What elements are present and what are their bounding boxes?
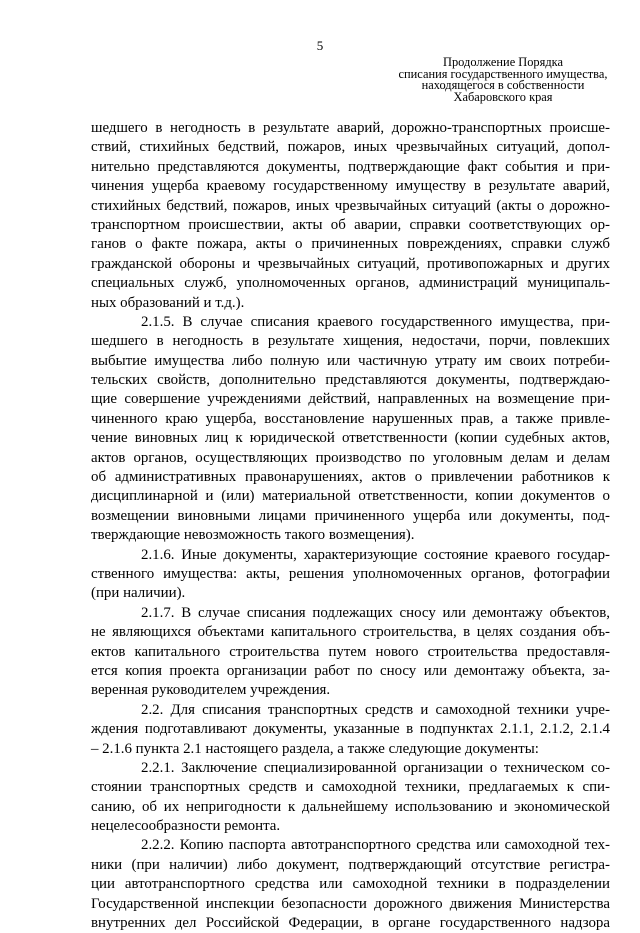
page-number: 5 [316,38,324,53]
text-line: Государственной инспекции безопасности дорожного движения Министерства [91,895,610,912]
text-line: шедшего в негодность в результате аварий, дорожно-транспортных происше- [91,120,610,136]
text-line: гражданской обороны и чрезвычайных ситуаций, противопожарных и других [91,255,610,272]
paragraph-start-line: 2.2.1. Заключение специализированной организации о техническом со- [141,759,610,776]
text-line: внутренних дел Российской Федерации, в органе государственного надзора [91,915,610,932]
text-line: санию, об их непригодности к дальнейшему использованию и экономической [91,798,610,815]
paragraph-start-line: 2.1.5. В случае списания краевого государственного имущества, при- [141,313,610,330]
text-line: ждения подготавливают документы, указанные в подпунктах 2.1.1, 2.1.2, 2.1.4 [91,721,610,738]
text-line: стихийных бедствий, пожаров, иных чрезвычайных ситуаций (акты о дорожно- [91,197,610,214]
header-note [396,57,610,103]
text-line: чиненного краю ущерба, восстановление нарушенных прав, а также привле- [91,410,610,427]
text-line: не являющихся объектами капитального строительства, в целях создания объ- [91,624,610,641]
text-line: ции автотранспортного средства или самоходной техники в подразделении [91,876,610,893]
text-line: ственного имущества: акты, решения уполномоченных органов, фотографии [91,565,610,582]
text-line: выбытие имущества либо полную или частичную утрату им своих потреби- [91,352,610,369]
header-note-line: Хабаровского края [453,89,553,104]
text-line: – 2.1.6 пункта 2.1 настоящего раздела, а также следующие документы: [91,740,539,757]
text-line: шедшего в негодность в результате хищения, недостачи, порчи, повлекших [91,333,610,350]
text-line: веренная руководителем учреждения. [91,682,331,699]
text-line: чинения ущерба краевому государственному имуществу в результате аварий, [91,178,610,195]
text-line: нецелесообразности ремонта. [91,818,281,835]
text-line: ники (при наличии) либо документ, подтверждающий отсутствие регистра- [91,856,610,873]
body-text [91,119,610,933]
text-line: актов органов, осуществляющих производство по уголовным делам и делам [91,449,610,466]
text-line: дисциплинарной и (или) материальной ответственности, копии документов о [91,488,610,505]
text-line: нительно представляются документы, подтверждающие факт события и при- [91,158,610,175]
text-line: (при наличии). [91,585,186,602]
paragraph-start-line: 2.1.6. Иные документы, характеризующие состояние краевого государ- [141,546,610,563]
header-note-line: списания государственного имущества, [398,66,608,81]
text-line: об административных правонарушениях, актов о привлечении работников к [91,469,610,486]
text-line: щие совершение учреждениями действий, направленных на возмещение при- [91,391,610,408]
text-line: ных образований и т.д.). [91,294,245,311]
text-line: ствий, стихийных бедствий, пожаров, иных чрезвычайных ситуаций, допол- [91,139,610,156]
text-line: ганов о факте пожара, акты о причиненных повреждениях, справки служб [91,236,610,253]
text-line: тверждающие невозможность такого возмещения). [91,527,415,544]
header-note-line: находящегося в собственности [421,78,585,93]
text-line: ектов капитального строительства путем нового строительства предоставля- [91,643,610,660]
text-line: транспортном происшествии, акты об аварии, справки соответствующих ор- [91,216,610,233]
text-line: ется копия проекта организации работ по сносу или демонтажу объекта, за- [91,662,610,679]
paragraph-start-line: 2.2.2. Копию паспорта автотранспортного средства или самоходной тех- [141,837,610,854]
text-line: чение виновных лиц к юридической ответственности (копии судебных актов, [91,430,610,447]
paragraph-start-line: 2.1.7. В случае списания подлежащих сносу или демонтажу объектов, [141,604,610,621]
text-line: стоянии транспортных средств и самоходной техники, предлагаемых к спи- [91,779,610,796]
text-line: возмещении виновными лицами причиненного ущерба или документы, под- [91,507,610,524]
paragraph-start-line: 2.2. Для списания транспортных средств и самоходной техники учре- [141,701,610,718]
text-line: специальных служб, уполномоченных органов, администраций муниципаль- [91,275,610,292]
text-line: тельских свойств, дополнительно представляются документы, подтверждаю- [91,372,610,389]
header-note-line: Продолжение Порядка [443,55,563,69]
